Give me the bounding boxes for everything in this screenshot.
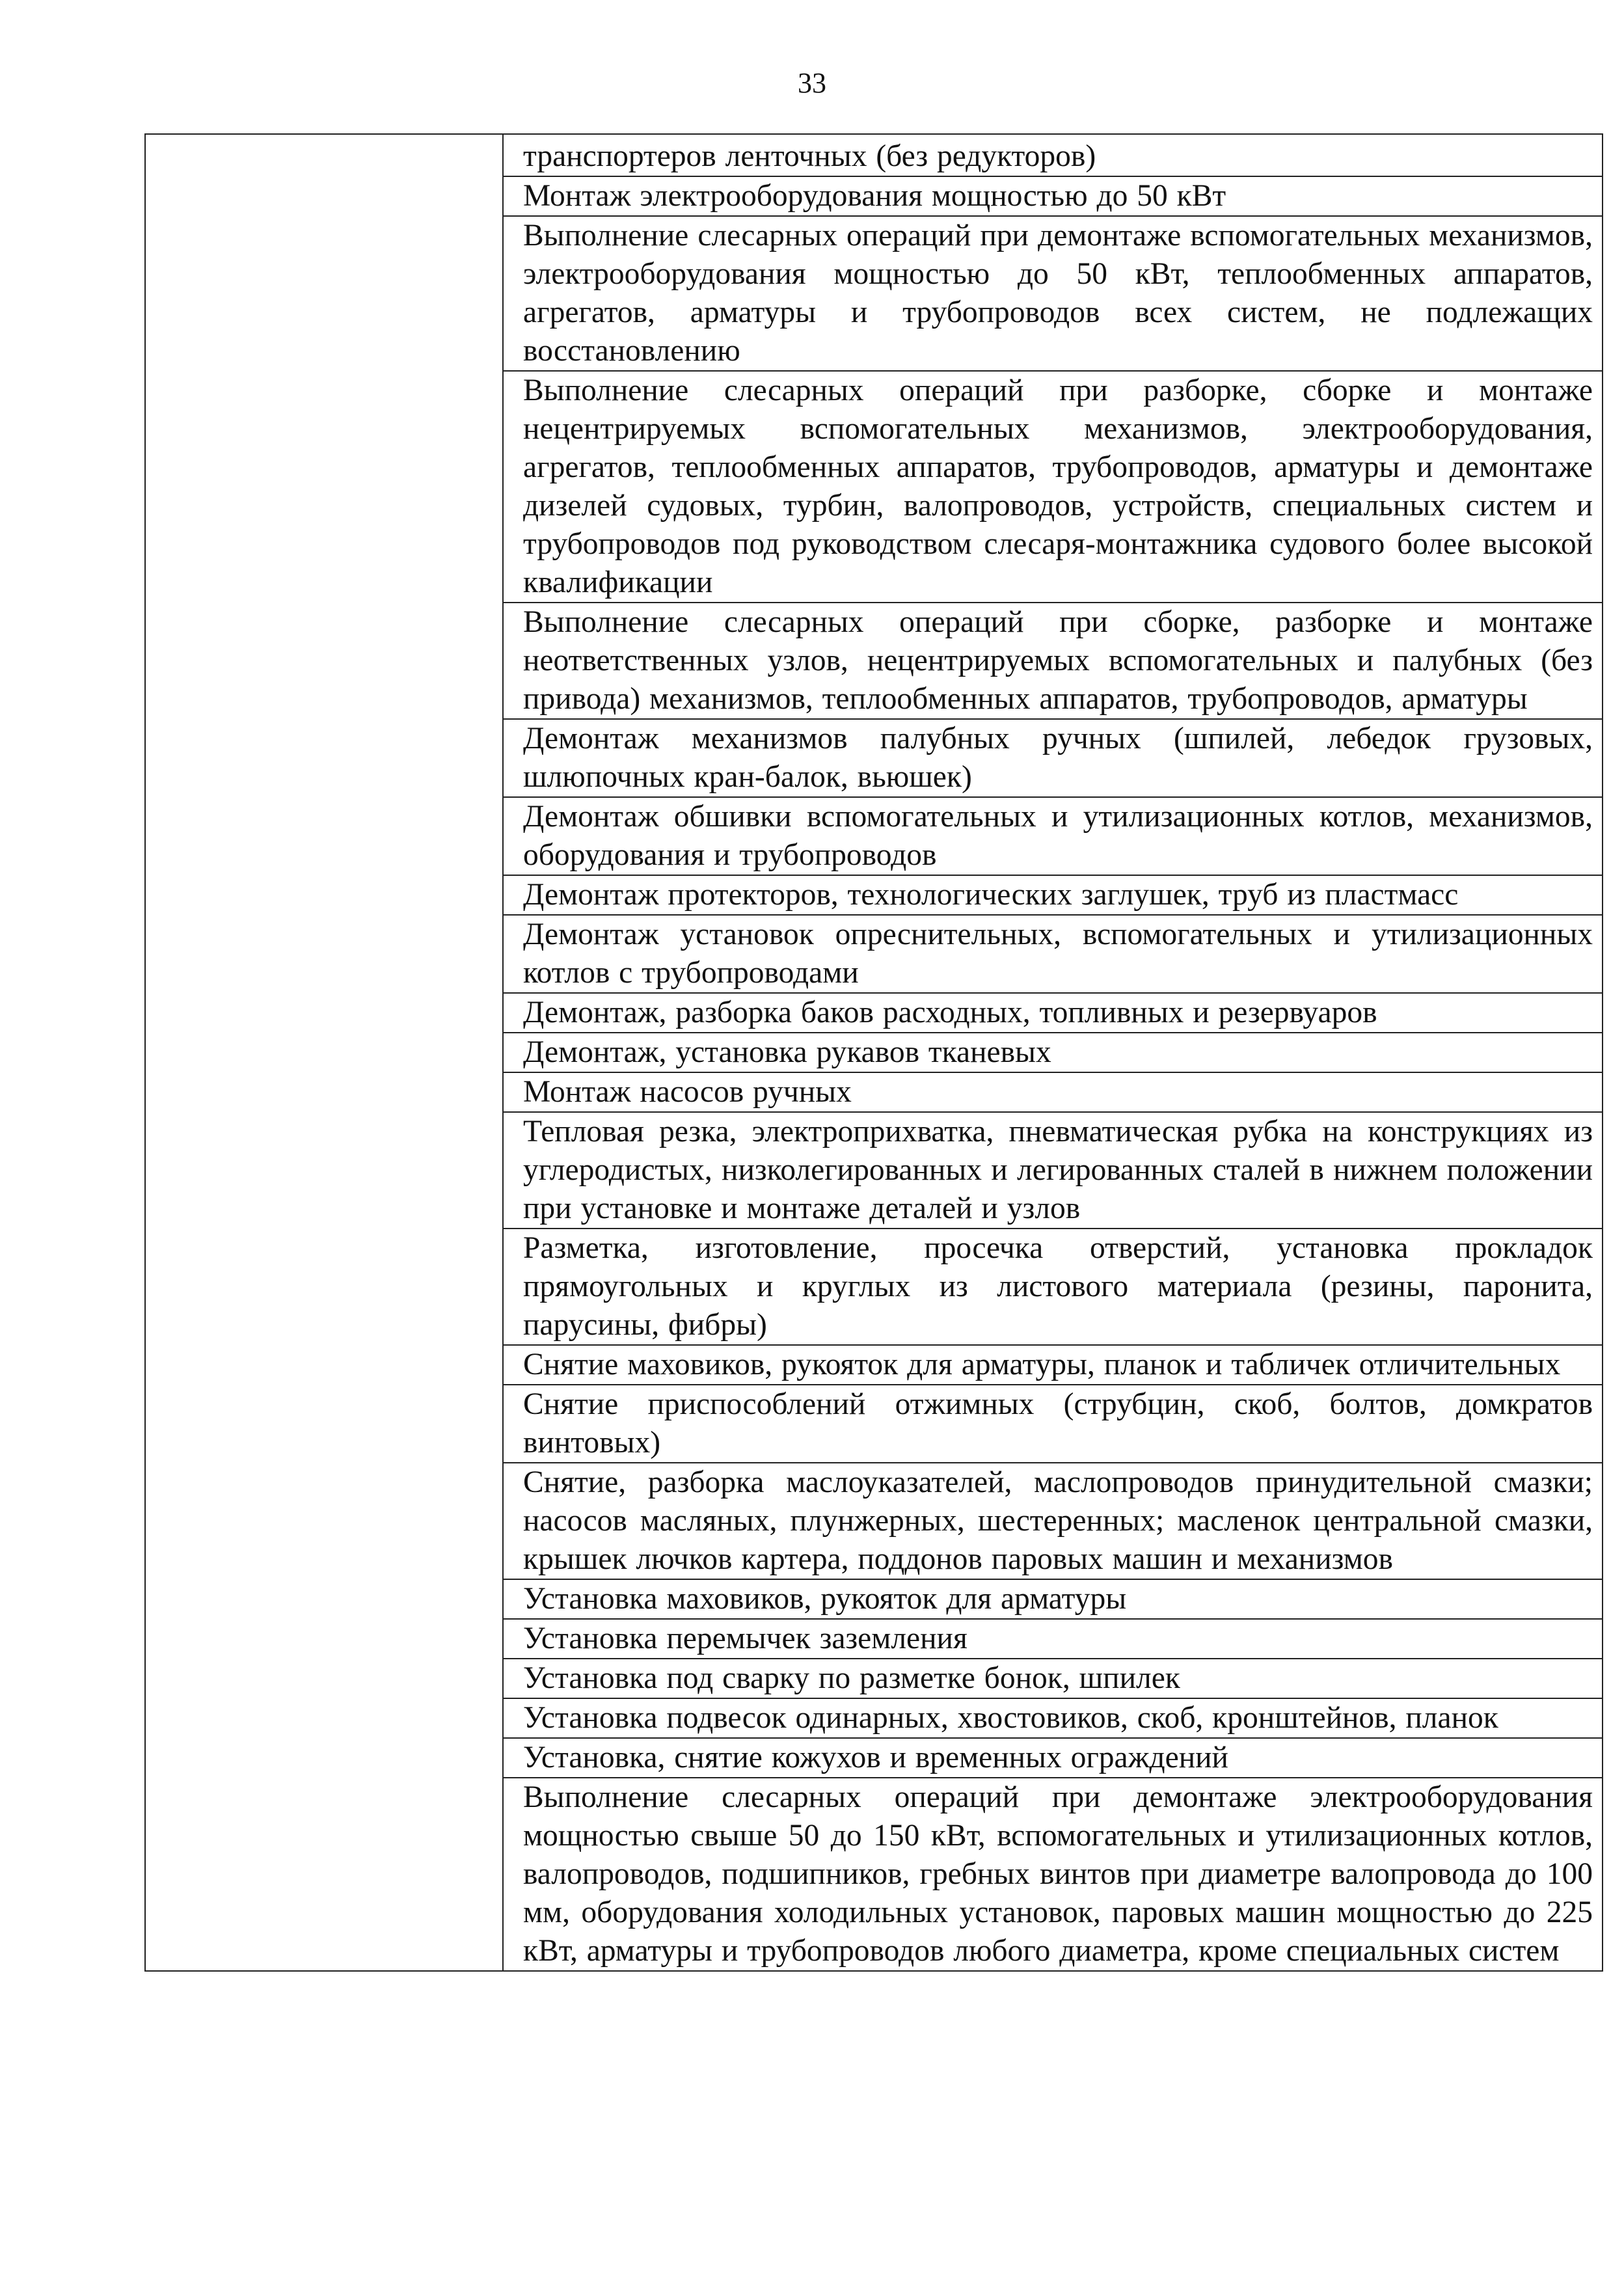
work-item: Снятие приспособлений отжимных (струбцин, скоб, болтов, домкратов винтовых) [523, 1387, 1593, 1460]
work-item: Выполнение слесарных операций при сборке, разборке и монтаже неответственных узлов, нецентрируемых вспомогательных и палубных (без привода) механизмов, теплообменных аппаратов, трубопроводов, арматуры [523, 605, 1593, 716]
empty-left-column [145, 134, 503, 1971]
work-item: Снятие маховиков, рукояток для арматуры, планок и табличек отличительных [523, 1348, 1561, 1381]
work-item: Демонтаж обшивки вспомогательных и утилизационных котлов, механизмов, оборудования и трубопроводов [523, 800, 1593, 872]
work-item: Тепловая резка, электроприхватка, пневматическая рубка на конструкциях из углеродистых, низколегированных и легированных сталей в нижнем положении при установке и монтаже деталей и узлов [523, 1115, 1593, 1225]
work-item: Установка маховиков, рукояток для арматуры [523, 1582, 1127, 1616]
table-cell [503, 1072, 1603, 1112]
table-cell [503, 134, 1603, 176]
work-item: Демонтаж протекторов, технологических заглушек, труб из пластмасс [523, 878, 1459, 912]
work-item: Разметка, изготовление, просечка отверстий, установка прокладок прямоугольных и круглых из листового материала (резины, паронита, парусины, фибры) [523, 1231, 1593, 1342]
table-cell [503, 1698, 1603, 1738]
table-cell [503, 1463, 1603, 1579]
table-cell [503, 1385, 1603, 1463]
work-list-table [144, 133, 1603, 1972]
table-cell [503, 371, 1603, 603]
table-cell [503, 216, 1603, 371]
work-item: Установка подвесок одинарных, хвостовиков, скоб, кронштейнов, планок [523, 1701, 1498, 1735]
work-item: Установка под сварку по разметке бонок, шпилек [523, 1661, 1180, 1695]
work-item: Демонтаж, разборка баков расходных, топливных и резервуаров [523, 996, 1377, 1029]
work-item: Демонтаж механизмов палубных ручных (шпилей, лебедок грузовых, шлюпочных кран-балок, вьюшек) [523, 722, 1593, 794]
work-item: Демонтаж, установка рукавов тканевых [523, 1035, 1051, 1069]
work-item: Монтаж насосов ручных [523, 1075, 852, 1109]
table-cell [503, 1345, 1603, 1385]
table-cell [503, 1112, 1603, 1229]
table-cell [503, 797, 1603, 875]
table-cell [503, 993, 1603, 1033]
work-item: Выполнение слесарных операций при демонтаже электрооборудования мощностью свыше 50 до 150 кВт, вспомогательных и утилизационных котлов, валопроводов, подшипников, гребных винтов при диаметре валопровода до 100 мм, оборудования холодильных установок, паровых машин мощностью до 225 кВт, арматуры и трубопроводов любого диаметра, кроме специальных систем [523, 1780, 1593, 1968]
table-cell [503, 603, 1603, 719]
work-item: Установка, снятие кожухов и временных ограждений [523, 1741, 1228, 1774]
table-cell [503, 1659, 1603, 1698]
work-item: Установка перемычек заземления [523, 1622, 968, 1655]
table-cell [503, 1619, 1603, 1659]
page-number: 33 [798, 67, 826, 99]
work-item: транспортеров ленточных (без редукторов) [523, 139, 1096, 173]
table-cell [503, 176, 1603, 216]
table-row [145, 134, 1603, 176]
work-item: Монтаж электрооборудования мощностью до 50 кВт [523, 179, 1226, 213]
table-cell [503, 1033, 1603, 1072]
table-cell [503, 719, 1603, 797]
table-cell [503, 875, 1603, 915]
work-item: Демонтаж установок опреснительных, вспомогательных и утилизационных котлов с трубопроводами [523, 917, 1593, 990]
table-cell [503, 915, 1603, 993]
work-item: Снятие, разборка маслоуказателей, маслопроводов принудительной смазки; насосов масляных, плунжерных, шестеренных; масленок центральной смазки, крышек лючков картера, поддонов паровых машин и механизмов [523, 1465, 1593, 1576]
table-cell [503, 1229, 1603, 1345]
table-cell [503, 1738, 1603, 1778]
table-cell [503, 1778, 1603, 1971]
table-cell [503, 1579, 1603, 1619]
work-item: Выполнение слесарных операций при разборке, сборке и монтаже нецентрируемых вспомогательных механизмов, электрооборудования, агрегатов, теплообменных аппаратов, трубопроводов, арматуры и демонтаже дизелей судовых, турбин, валопроводов, устройств, специальных систем и трубопроводов под руководством слесаря-монтажника судового более высокой квалификации [523, 374, 1593, 599]
work-item: Выполнение слесарных операций при демонтаже вспомогательных механизмов, электрооборудования мощностью до 50 кВт, теплообменных аппаратов, агрегатов, арматуры и трубопроводов всех систем, не подлежащих восстановлению [523, 219, 1593, 368]
